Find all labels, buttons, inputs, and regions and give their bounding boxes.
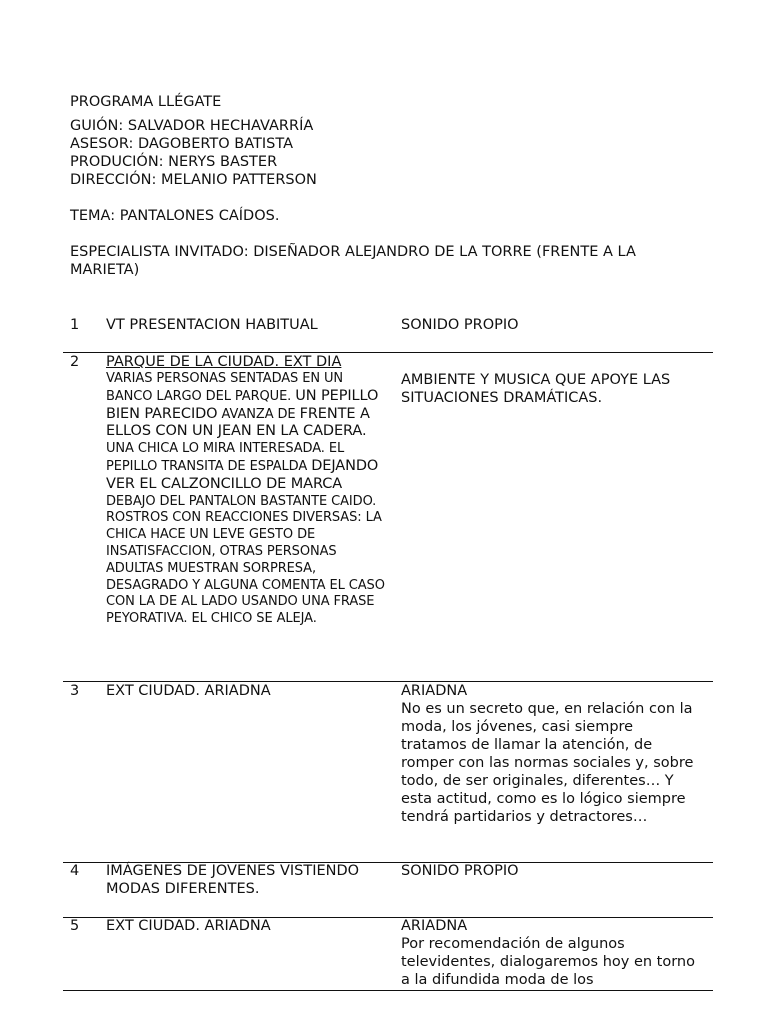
row-number: 2 [70, 354, 80, 370]
row-number: 4 [70, 863, 80, 879]
asesor-credit: ASESOR: DAGOBERTO BATISTA [70, 136, 293, 152]
sound-cell: SONIDO PROPIO [401, 317, 519, 333]
tema-line: TEMA: PANTALONES CAÍDOS. [70, 208, 280, 224]
scene-cell: IMÁGENES DE JOVENES VISTIENDO MODAS DIFERENTES. [106, 863, 360, 897]
row-divider [63, 990, 713, 991]
produccion-credit: PRODUCIÓN: NERYS BASTER [70, 154, 278, 170]
speaker-name: ARIADNA [401, 918, 468, 934]
sound-cell: SONIDO PROPIO [401, 863, 519, 879]
dialogue-text: No es un secreto que, en relación con la moda, los jóvenes, casi siempre tratamos de llamar la atención, de romper con las normas sociales y, sobre todo, de ser originales, diferentes… Y esta actitud, como es lo lógico siempre tendrá partidarios y detractores… [401, 701, 694, 825]
dialogue-cell [401, 917, 701, 989]
dialogue-cell [401, 682, 701, 826]
row-number: 5 [70, 918, 80, 934]
row-number: 3 [70, 683, 80, 699]
scene-heading: PARQUE DE LA CIUDAD. EXT DIA [106, 354, 342, 370]
scene-cell: VT PRESENTACION HABITUAL [106, 317, 318, 333]
especialista-line: ESPECIALISTA INVITADO: DISEÑADOR ALEJANDRO DE LA TORRE (FRENTE A LA MARIETA) [70, 244, 636, 278]
guion-credit: GUIÓN: SALVADOR HECHAVARRÍA [70, 118, 314, 134]
dialogue-text: Por recomendación de algunos televidentes, dialogaremos hoy en torno a la difundida moda de los [401, 936, 695, 988]
scene-cell: EXT CIUDAD. ARIADNA [106, 918, 271, 934]
speaker-name: ARIADNA [401, 683, 468, 699]
scene-description: VARIAS PERSONAS SENTADAS EN UN BANCO LARGO DEL PARQUE. UN PEPILLO BIEN PARECIDO AVANZA DE FRENTE A ELLOS CON UN JEAN EN LA CADERA. UNA CHICA LO MIRA INTERESADA. EL PEPILLO TRANSITA DE ESPALDA DEJANDO VER EL CALZONCILLO DE MARCA DEBAJO DEL PANTALON BASTANTE CAIDO. ROSTROS CON REACCIONES DIVERSAS: LA CHICA HACE UN LEVE GESTO DE INSATISFACCION, OTRAS PERSONAS ADULTAS MUESTRAN SORPRESA, DESAGRADO Y ALGUNA COMENTA EL CASO CON LA DE AL LADO USANDO UNA FRASE PEYORATIVA. EL CHICO SE ALEJA. [106, 371, 385, 627]
direccion-credit: DIRECCIÓN: MELANIO PATTERSON [70, 172, 317, 188]
row-number: 1 [70, 317, 80, 333]
scene-cell: EXT CIUDAD. ARIADNA [106, 683, 271, 699]
program-title: PROGRAMA LLÉGATE [70, 94, 222, 110]
scene-cell [106, 353, 391, 628]
sound-cell: AMBIENTE Y MUSICA QUE APOYE LAS SITUACIONES DRAMÁTICAS. [401, 372, 671, 406]
